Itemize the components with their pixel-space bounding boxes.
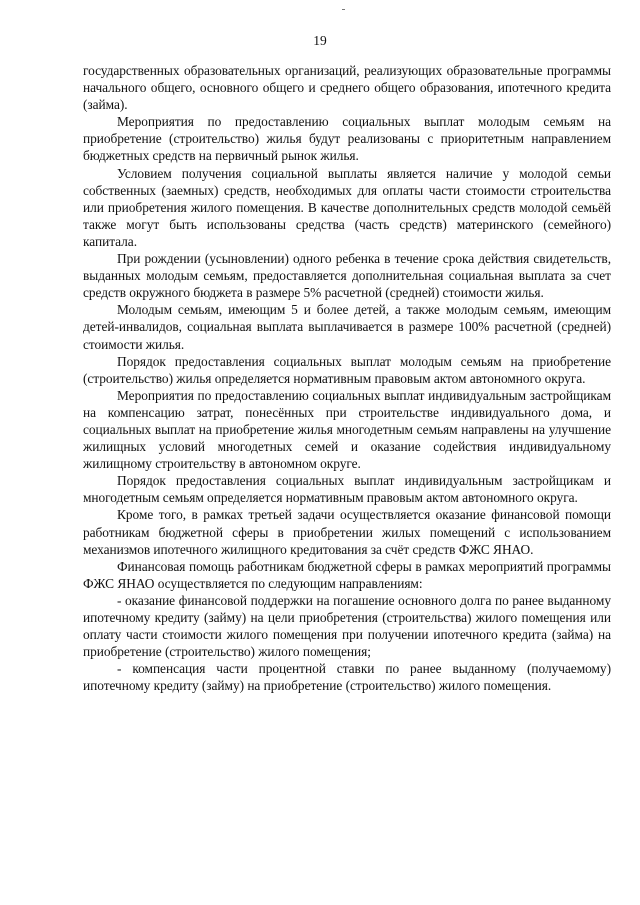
document-body — [83, 62, 611, 694]
paragraph-budget-workers-help: Кроме того, в рамках третьей задачи осуществляется оказание финансовой помощи работникам бюджетной сферы в приобретении жилых помещений с использованием механизмов ипотечного жилищного кредитования за счёт средств ФЖС ЯНАО. — [83, 507, 611, 557]
page-number: 19 — [313, 33, 327, 48]
list-item-interest-compensation: - компенсация части процентной ставки по ранее выданному (получаемому) ипотечному кредиту (займу) на приобретение (строительство) жилого помещения. — [83, 661, 611, 694]
paragraph-large-families: Молодым семьям, имеющим 5 и более детей, а также молодым семьям, имеющим детей-инвалидов, социальная выплата выплачивается в размере 100% расчетной (средней) стоимости жилья. — [83, 302, 611, 352]
paragraph-payment-condition: Условием получения социальной выплаты является наличие у молодой семьи собственных (заемных) средств, необходимых для оплаты части стоимости строительства или приобретения жилого помещения. В качестве дополнительных средств молодой семьёй также могут быть использованы средства (часть средств) материнского (семейного) капитала. — [83, 165, 611, 249]
paragraph-continuation: государственных образовательных организаций, реализующих образовательные программы начального общего, основного общего и среднего общего образования, ипотечного кредита (займа). — [83, 63, 611, 113]
paragraph-individual-builders: Мероприятия по предоставлению социальных выплат индивидуальным застройщикам на компенсацию затрат, понесённых при строительстве индивидуального дома, и социальных выплат на приобретение жилья многодетным семьям направлены на улучшение жилищных условий многодетных семей и оказание содействия индивидуальному жилищному строительству в автономном округе. — [83, 387, 611, 472]
paragraph-young-families-payments: Мероприятия по предоставлению социальных выплат молодым семьям на приобретение (строительство) жилья будут реализованы с приоритетным направлением бюджетных средств на первичный рынок жилья. — [83, 114, 611, 164]
list-item-debt-support: - оказание финансовой поддержки на погашение основного долга по ранее выданному ипотечному кредиту (займу) на цели приобретения (строительства) жилого помещения или оплату части стоимости жилого помещения при получении ипотечного кредита (займа) на приобретение (строительство) жилого помещения; — [83, 592, 611, 660]
paragraph-builders-procedure: Порядок предоставления социальных выплат индивидуальным застройщикам и многодетным семьям определяется нормативным правовым актом автономного округа. — [83, 473, 611, 506]
paragraph-payment-procedure: Порядок предоставления социальных выплат молодым семьям на приобретение (строительство) жилья определяется нормативным правовым актом автономного округа. — [83, 353, 611, 386]
paragraph-child-birth: При рождении (усыновлении) одного ребенка в течение срока действия свидетельств, выданных молодым семьям, предоставляется дополнительная социальная выплата за счет средств окружного бюджета в размере 5% расчетной (средней) стоимости жилья. — [83, 251, 611, 301]
scan-mark — [342, 9, 345, 10]
paragraph-financial-help-directions: Финансовая помощь работникам бюджетной сферы в рамках мероприятий программы ФЖС ЯНАО осуществляется по следующим направлениям: — [83, 558, 611, 591]
